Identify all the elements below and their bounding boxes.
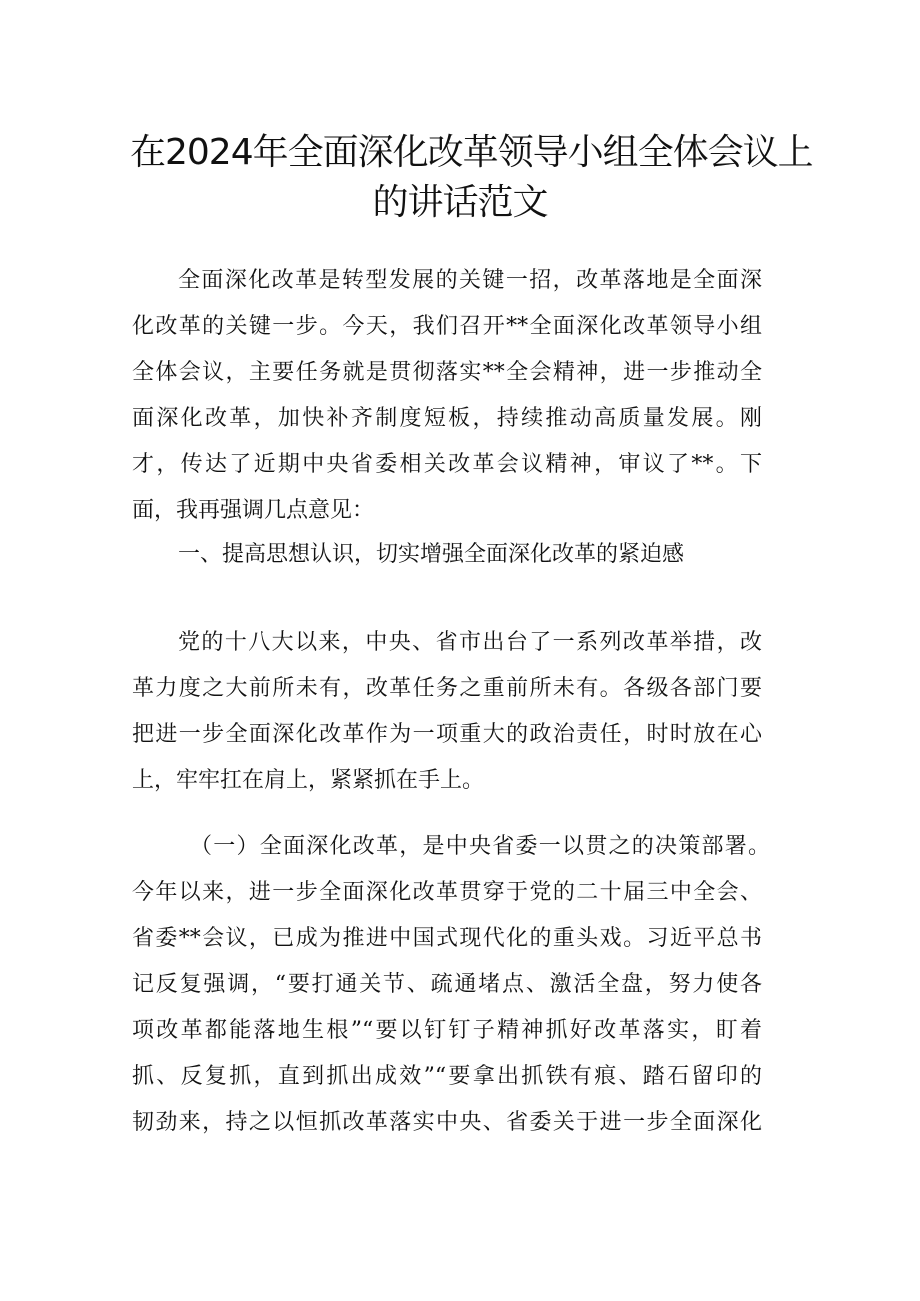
paragraph-1-line-4: 面深化改革，加快补齐制度短板，持续推动高质量发展。刚 [132,406,762,431]
paragraph-1-line-6: 面，我再强调几点意见： [132,498,375,523]
paragraph-4-line-1: （一）全面深化改革，是中央省委一以贯之的决策部署。 [190,834,770,859]
paragraph-4-line-2: 今年以来，进一步全面深化改革贯穿于党的二十届三中全会、 [132,880,762,905]
paragraph-3-line-3: 把进一步全面深化改革作为一项重大的政治责任，时时放在心 [132,722,762,747]
paragraph-1-line-2: 化改革的关键一步。今天，我们召开**全面深化改革领导小组 [132,314,762,339]
paragraph-4-line-5: 项改革都能落地生根”“要以钉钉子精神抓好改革落实，盯着 [132,1018,762,1043]
document-title-line-2: 的讲话范文 [372,182,548,223]
paragraph-1-line-3: 全体会议，主要任务就是贯彻落实**全会精神，进一步推动全 [132,360,762,385]
paragraph-4-line-6: 抓、反复抓，直到抓出成效”“要拿出抓铁有痕、踏石留印的 [132,1064,762,1089]
paragraph-1-line-1: 全面深化改革是转型发展的关键一招，改革落地是全面深 [178,268,762,293]
paragraph-3-line-2: 革力度之大前所未有，改革任务之重前所未有。各级各部门要 [132,676,762,701]
paragraph-3-line-1: 党的十八大以来，中央、省市出台了一系列改革举措，改 [178,630,762,655]
paragraph-4-line-3: 省委**会议，已成为推进中国式现代化的重头戏。习近平总书 [132,926,762,951]
document-title-line-1: 在2024年全面深化改革领导小组全体会议上 [130,132,813,173]
section-heading-1: 一、提高思想认识，切实增强全面深化改革的紧迫感 [178,542,685,567]
paragraph-4-line-7: 韧劲来，持之以恒抓改革落实中央、省委关于进一步全面深化 [132,1110,762,1135]
paragraph-3-line-4: 上，牢牢扛在肩上，紧紧抓在手上。 [132,768,485,793]
paragraph-1-line-5: 才，传达了近期中央省委相关改革会议精神，审议了**。下 [132,452,762,477]
paragraph-4-line-4: 记反复强调，“要打通关节、疏通堵点、激活全盘，努力使各 [132,972,762,997]
